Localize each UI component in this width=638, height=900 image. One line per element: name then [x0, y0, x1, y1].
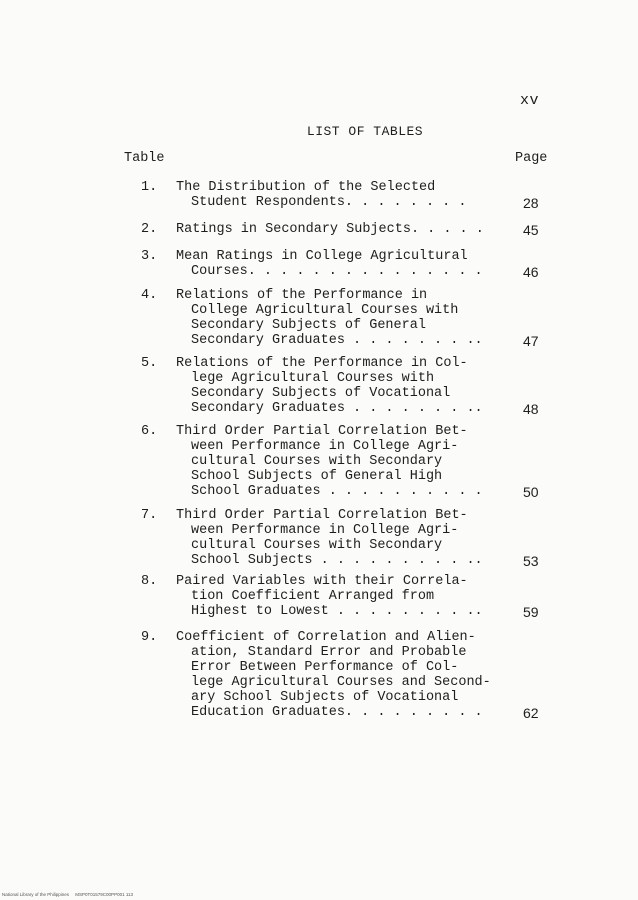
entry-line: ween Performance in College Agri- — [191, 523, 459, 538]
entry-line: ary School Subjects of Vocational — [191, 690, 459, 705]
entry-line: Third Order Partial Correlation Bet- — [176, 424, 468, 439]
entry-page: 59 — [523, 604, 539, 620]
entry-line: Paired Variables with their Correla- — [176, 574, 468, 589]
entry-number: 1. — [141, 180, 158, 195]
entry-line: Student Respondents. . . . . . . . — [191, 195, 467, 210]
entry-number: 7. — [141, 508, 158, 523]
entry-line: Error Between Performance of Col- — [191, 660, 459, 675]
entry-number: 5. — [141, 356, 158, 371]
entry-page: 45 — [523, 222, 539, 238]
entry-number: 2. — [141, 222, 158, 237]
entry-line: cultural Courses with Secondary — [191, 454, 443, 469]
footer-watermark: National Library of the Philippines MSP0T01579C00PP001 113 — [2, 892, 133, 897]
entry-line: Secondary Subjects of General — [191, 318, 426, 333]
page-column-header: Page — [515, 151, 548, 166]
page-title: LIST OF TABLES — [306, 124, 424, 139]
entry-line: Secondary Subjects of Vocational — [191, 386, 451, 401]
entry-line: ation, Standard Error and Probable — [191, 645, 467, 660]
entry-number: 6. — [141, 424, 158, 439]
entry-number: 4. — [141, 288, 158, 303]
entry-line: Courses. . . . . . . . . . . . . . . — [191, 264, 483, 279]
entry-line: School Subjects of General High — [191, 469, 443, 484]
entry-line: Third Order Partial Correlation Bet- — [176, 508, 468, 523]
entry-line: lege Agricultural Courses and Second- — [191, 675, 491, 690]
entry-line: Coefficient of Correlation and Alien- — [176, 630, 476, 645]
entry-line: lege Agricultural Courses with — [191, 371, 435, 386]
entry-line: College Agricultural Courses with — [191, 303, 459, 318]
entry-page: 48 — [523, 401, 539, 417]
entry-line: Mean Ratings in College Agricultural — [176, 249, 468, 264]
entry-line: Relations of the Performance in Col- — [176, 356, 468, 371]
page-number: xv — [520, 92, 540, 109]
entry-line: tion Coefficient Arranged from — [191, 589, 435, 604]
entry-page: 62 — [523, 705, 539, 721]
entry-line: Education Graduates. . . . . . . . . — [191, 705, 483, 720]
table-column-header: Table — [124, 151, 165, 166]
entry-page: 53 — [523, 553, 539, 569]
entry-page: 46 — [523, 264, 539, 280]
entry-page: 28 — [523, 195, 539, 211]
entry-line: School Subjects . . . . . . . . . .. — [191, 553, 483, 568]
entry-line: The Distribution of the Selected — [176, 180, 436, 195]
entry-line: Secondary Graduates . . . . . . . .. — [191, 333, 483, 348]
entry-number: 8. — [141, 574, 158, 589]
entry-line: Secondary Graduates . . . . . . . .. — [191, 401, 483, 416]
entry-line: Ratings in Secondary Subjects. . . . . — [176, 222, 484, 237]
entry-page: 47 — [523, 333, 539, 349]
entry-line: Relations of the Performance in — [176, 288, 428, 303]
entry-number: 3. — [141, 249, 158, 264]
entry-line: School Graduates . . . . . . . . . . — [191, 484, 483, 499]
entry-line: Highest to Lowest . . . . . . . . .. — [191, 604, 483, 619]
entry-number: 9. — [141, 630, 158, 645]
entry-line: ween Performance in College Agri- — [191, 439, 459, 454]
entry-page: 50 — [523, 484, 539, 500]
entry-line: cultural Courses with Secondary — [191, 538, 443, 553]
